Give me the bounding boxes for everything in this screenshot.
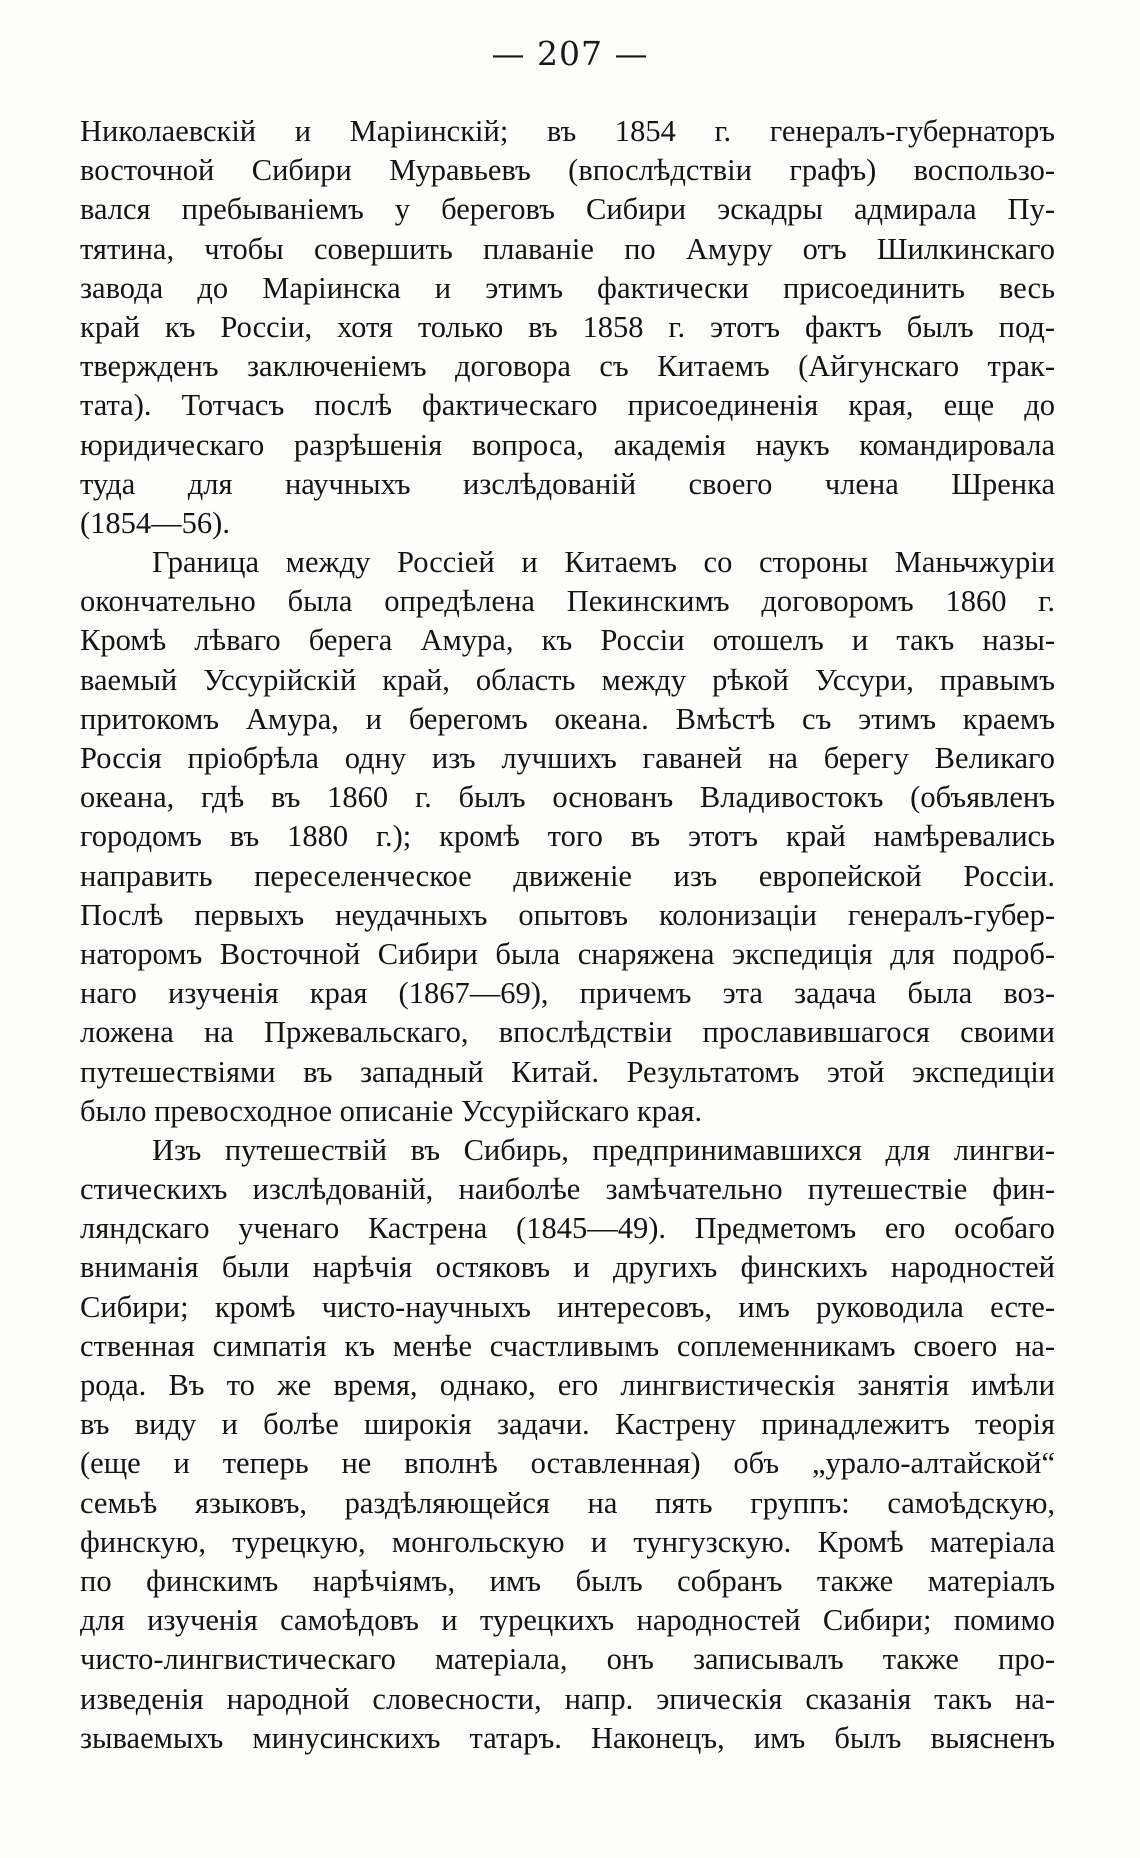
text-line: океана, гдѣ въ 1860 г. былъ основанъ Владивостокъ (объявленъ [80, 780, 1055, 815]
text-line: зываемыхъ минусинскихъ татаръ. Наконецъ, имъ былъ выясненъ [80, 1720, 1055, 1755]
text-line: вался пребываніемъ у береговъ Сибири эскадры адмирала Пу- [80, 192, 1055, 227]
text-line: край къ Россіи, хотя только въ 1858 г. этотъ фактъ былъ под- [80, 309, 1055, 344]
text-line: изведенія народной словесности, напр. эпическія сказанія такъ на- [80, 1681, 1055, 1716]
text-line: ляндскаго ученаго Кастрена (1845—49). Предметомъ его особаго [80, 1211, 1055, 1246]
text-line: ственная симпатія къ менѣе счастливымъ соплеменникамъ своего на- [80, 1328, 1055, 1363]
text-line: городомъ въ 1880 г.); кромѣ того въ этотъ край намѣревались [80, 819, 1055, 854]
text-line: Послѣ первыхъ неудачныхъ опытовъ колонизаціи генералъ-губер- [80, 897, 1055, 932]
text-line: рода. Въ то же время, однако, его лингвистическія занятія имѣли [80, 1368, 1055, 1402]
text-line: наго изученія края (1867—69), причемъ эта задача была воз- [80, 976, 1055, 1011]
text-line: (еще и теперь не вполнѣ оставленная) объ „урало-алтайской“ [80, 1446, 1055, 1481]
text-line: Сибири; кромѣ чисто-научныхъ интересовъ, имъ руководила есте- [80, 1289, 1055, 1324]
text-line: въ виду и болѣе широкія задачи. Кастрену принадлежитъ теорія [80, 1407, 1055, 1442]
text-line: вниманія были нарѣчія остяковъ и другихъ финскихъ народностей [80, 1250, 1055, 1285]
text-line: финскую, турецкую, монгольскую и тунгузскую. Кромѣ матеріала [80, 1524, 1055, 1559]
text-line: наторомъ Восточной Сибири была снаряжена экспедиція для подроб- [80, 936, 1055, 971]
text-line: твержденъ заключеніемъ договора съ Китаемъ (Айгунскаго трак- [80, 349, 1055, 384]
body-text [80, 112, 1055, 1758]
text-line: семьѣ языковъ, раздѣляющейся на пять группъ: самоѣдскую, [80, 1485, 1055, 1520]
text-line: чисто-лингвистическаго матеріала, онъ записывалъ также про- [80, 1642, 1055, 1677]
text-line: восточной Сибири Муравьевъ (впослѣдствіи графъ) воспользо- [80, 153, 1055, 188]
text-line: было превосходное описаніе Уссурійскаго края. [80, 1093, 703, 1128]
text-line: Кромѣ лѣваго берега Амура, къ Россіи отошелъ и такъ назы- [80, 623, 1055, 658]
text-line: ваемый Уссурійскій край, область между рѣкой Уссури, правымъ [80, 662, 1055, 697]
text-line: ложена на Пржевальскаго, впослѣдствіи прославившагося своими [80, 1015, 1055, 1050]
text-line: путешествіями въ западный Китай. Результатомъ этой экспедиціи [80, 1054, 1055, 1089]
paragraph-first-line: Граница между Россіей и Китаемъ со стороны Маньчжуріи [152, 545, 1055, 580]
text-line: (1854—56). [80, 505, 230, 540]
text-line: тата). Тотчасъ послѣ фактическаго присоединенія края, еще до [80, 388, 1055, 423]
text-line: стическихъ изслѣдованій, наиболѣе замѣчательно путешествіе фин- [80, 1172, 1055, 1207]
text-line: по финскимъ нарѣчіямъ, имъ былъ собранъ также матеріалъ [80, 1563, 1055, 1598]
text-line: притокомъ Амура, и берегомъ океана. Вмѣстѣ съ этимъ краемъ [80, 701, 1055, 736]
text-line: для изученія самоѣдовъ и турецкихъ народностей Сибири; помимо [80, 1603, 1055, 1638]
page-number: — 207 — [491, 34, 649, 73]
text-line: направить переселенческое движеніе изъ европейской Россіи. [80, 858, 1055, 893]
text-line: туда для научныхъ изслѣдованій своего члена Шренка [80, 466, 1055, 501]
text-line: завода до Маріинска и этимъ фактически присоединить весь [80, 270, 1055, 305]
text-line: окончательно была опредѣлена Пекинскимъ договоромъ 1860 г. [80, 584, 1055, 619]
text-line: юридическаго разрѣшенія вопроса, академія наукъ командировала [80, 427, 1055, 462]
paragraph-first-line: Изъ путешествій въ Сибирь, предпринимавшихся для лингви- [152, 1132, 1055, 1167]
text-line: тятина, чтобы совершить плаваніе по Амуру отъ Шилкинскаго [80, 231, 1055, 266]
text-line: Россія пріобрѣла одну изъ лучшихъ гаваней на берегу Великаго [80, 741, 1055, 775]
text-line: Николаевскій и Маріинскій; въ 1854 г. генералъ-губернаторъ [80, 114, 1055, 148]
